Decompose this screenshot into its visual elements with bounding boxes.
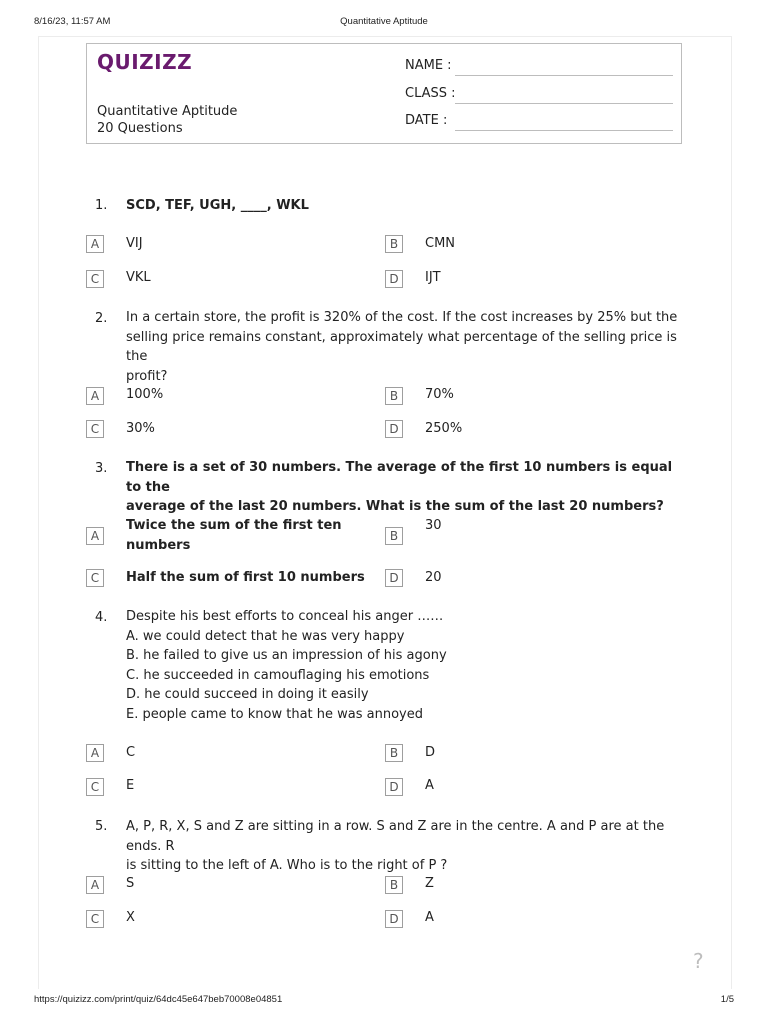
option-text: Z — [425, 876, 434, 891]
option-text: VKL — [126, 270, 151, 285]
option-text: CMN — [425, 236, 456, 251]
option-text: 100% — [126, 387, 164, 402]
option-letter-box: C — [86, 910, 104, 928]
question-text — [126, 196, 686, 216]
quizizz-logo: QUIZIZZ — [97, 50, 193, 74]
class-field — [405, 86, 456, 101]
option-letter-box: C — [86, 420, 104, 438]
question-line: profit? — [126, 368, 168, 384]
question-number: 5. — [95, 819, 108, 834]
option-letter-box: A — [86, 235, 104, 253]
option-letter-box: B — [385, 387, 403, 405]
class-line — [455, 103, 673, 104]
question-number: 1. — [95, 198, 108, 213]
question-number: 3. — [95, 461, 108, 476]
question-line: In a certain store, the profit is 320% of the cost. If the cost increases by 25% but the — [126, 310, 678, 325]
question-number: 2. — [95, 311, 108, 326]
date-line — [455, 130, 673, 131]
option-text: IJT — [425, 270, 441, 285]
option-letter-box: D — [385, 270, 403, 288]
question-line: E. people came to know that he was annoyed — [126, 706, 424, 722]
option-letter-box: D — [385, 569, 403, 587]
worksheet-header — [86, 43, 682, 144]
quiz-title: Quantitative Aptitude — [97, 104, 238, 119]
question-text — [126, 817, 686, 876]
option-letter-box: D — [385, 420, 403, 438]
option-text: VIJ — [126, 236, 143, 251]
option-text: Half the sum of first 10 numbers — [126, 570, 365, 585]
option-text: C — [126, 745, 136, 760]
question-line: B. he failed to give us an impression of his agony — [126, 648, 447, 663]
question-number: 4. — [95, 610, 108, 625]
option-text: 30 — [425, 518, 442, 533]
option-letter-box: B — [385, 235, 403, 253]
option-text: 20 — [425, 570, 442, 585]
date-field — [405, 113, 447, 128]
option-text: 70% — [425, 387, 454, 402]
question-count: 20 Questions — [97, 121, 183, 136]
name-label: NAME : — [405, 58, 452, 73]
option-letter-box: A — [86, 876, 104, 894]
option-letter-box: B — [385, 527, 403, 545]
print-url[interactable]: https://quizizz.com/print/quiz/64dc45e647beb70008e04851 — [34, 994, 283, 1005]
name-field — [405, 58, 452, 73]
option-text: 30% — [126, 421, 155, 436]
question-text — [126, 607, 686, 724]
question-line: C. he succeeded in camouflaging his emotions — [126, 667, 430, 683]
print-header — [0, 16, 768, 30]
page-number: 1/5 — [720, 994, 734, 1005]
option-letter-box: A — [86, 527, 104, 545]
option-text: A — [425, 910, 434, 925]
option-text: 250% — [425, 421, 463, 436]
option-text: E — [126, 778, 135, 793]
print-timestamp: 8/16/23, 11:57 AM — [34, 16, 111, 27]
option-letter-box: C — [86, 270, 104, 288]
date-label: DATE : — [405, 113, 448, 128]
class-label: CLASS : — [405, 86, 456, 101]
question-text — [126, 458, 686, 517]
option-letter-box: A — [86, 744, 104, 762]
option-letter-box: B — [385, 876, 403, 894]
question-line: selling price remains constant, approximately what percentage of the selling price is the — [126, 329, 677, 364]
print-title: Quantitative Aptitude — [340, 16, 428, 27]
question-line: A, P, R, X, S and Z are sitting in a row. S and Z are in the centre. A and P are at the ends. R — [126, 819, 665, 854]
option-letter-box: B — [385, 744, 403, 762]
option-letter-box: C — [86, 569, 104, 587]
option-text: D — [425, 745, 436, 760]
option-letter-box: C — [86, 778, 104, 796]
name-line — [455, 75, 673, 76]
help-icon[interactable]: ? — [693, 949, 704, 973]
option-line: numbers — [126, 537, 191, 553]
option-letter-box: D — [385, 778, 403, 796]
question-line: average of the last 20 numbers. What is the sum of the last 20 numbers? — [126, 499, 664, 514]
option-text: X — [126, 910, 135, 925]
option-text: S — [126, 876, 135, 891]
question-line: is sitting to the left of A. Who is to the right of P ? — [126, 858, 448, 873]
option-letter-box: D — [385, 910, 403, 928]
question-line: D. he could succeed in doing it easily — [126, 687, 369, 702]
question-line: Despite his best efforts to conceal his anger …… — [126, 609, 444, 624]
option-text — [126, 516, 356, 555]
question-line: There is a set of 30 numbers. The average of the first 10 numbers is equal to the — [126, 460, 673, 495]
option-text: A — [425, 778, 434, 793]
option-line: Twice the sum of the first ten — [126, 518, 342, 533]
question-line: A. we could detect that he was very happy — [126, 628, 405, 644]
option-letter-box: A — [86, 387, 104, 405]
question-text — [126, 308, 686, 386]
question-line: SCD, TEF, UGH, ____, WKL — [126, 198, 309, 213]
